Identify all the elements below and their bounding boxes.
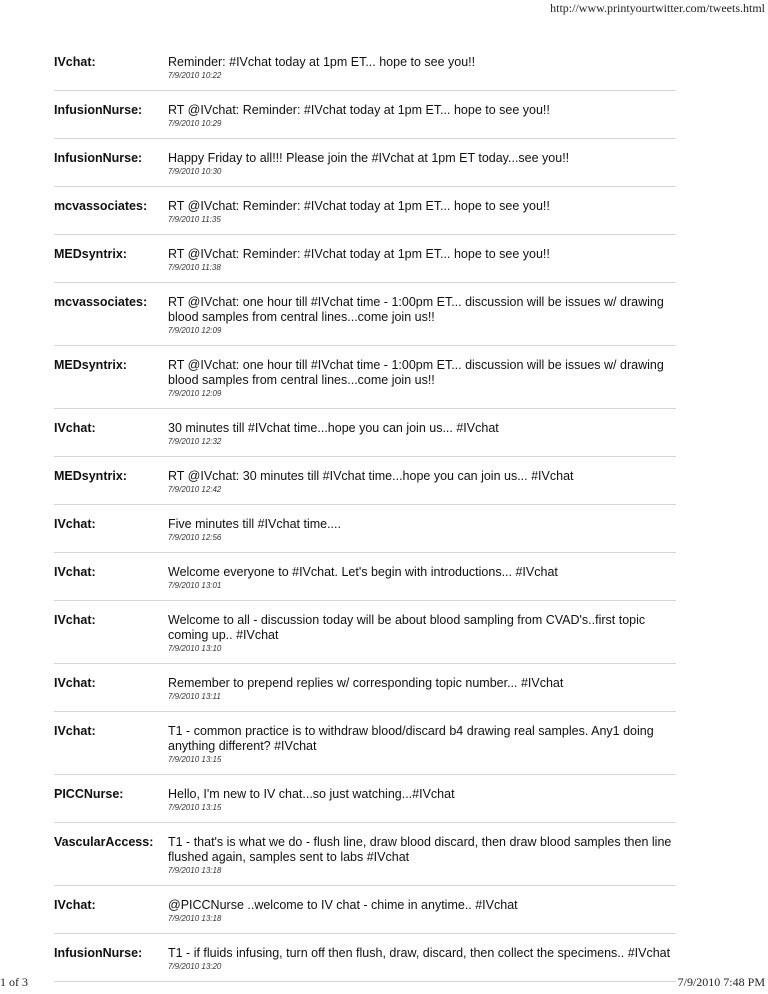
tweet-row [54, 101, 676, 139]
tweet-text: 30 minutes till #IVchat time...hope you can join us... #IVchat [168, 421, 499, 435]
tweet-list [54, 53, 676, 992]
tweet-row [54, 833, 676, 886]
tweet-text: RT @IVchat: one hour till #IVchat time - 1:00pm ET... discussion will be issues w/ drawing blood samples from central lines...come join us!! [168, 358, 664, 387]
tweet-username: IVchat: [54, 724, 96, 738]
tweet-text: Hello, I'm new to IV chat...so just watching...#IVchat [168, 787, 455, 801]
tweet-date: 7/9/2010 13:11 [168, 692, 221, 701]
tweet-date: 7/9/2010 13:18 [168, 914, 222, 923]
tweet-date: 7/9/2010 13:10 [168, 644, 222, 653]
tweet-text: RT @IVchat: Reminder: #IVchat today at 1pm ET... hope to see you!! [168, 247, 550, 261]
tweet-date: 7/9/2010 12:42 [168, 485, 222, 494]
tweet-username: IVchat: [54, 517, 96, 531]
tweet-username: MEDsyntrix: [54, 469, 127, 483]
tweet-date: 7/9/2010 11:38 [168, 263, 221, 272]
page-number: 1 of 3 [0, 975, 28, 989]
tweet-date: 7/9/2010 13:20 [168, 962, 222, 971]
tweet-row [54, 197, 676, 235]
tweet-text: @PICCNurse ..welcome to IV chat - chime in anytime.. #IVchat [168, 898, 518, 912]
tweet-username: InfusionNurse: [54, 103, 143, 117]
tweet-row [54, 293, 676, 346]
tweet-row [54, 515, 676, 553]
tweet-date: 7/9/2010 12:09 [168, 326, 222, 335]
tweet-date: 7/9/2010 13:15 [168, 755, 222, 764]
tweet-username: IVchat: [54, 676, 96, 690]
tweet-username: IVchat: [54, 898, 96, 912]
tweet-row [54, 785, 676, 823]
tweet-date: 7/9/2010 12:56 [168, 533, 222, 542]
tweet-text: Welcome to all - discussion today will be about blood sampling from CVAD's..first topic coming up.. #IVchat [168, 613, 646, 642]
tweet-username: PICCNurse: [54, 787, 124, 801]
tweet-text: Reminder: #IVchat today at 1pm ET... hope to see you!! [168, 55, 476, 69]
tweet-username: InfusionNurse: [54, 151, 143, 165]
tweet-text: RT @IVchat: Reminder: #IVchat today at 1pm ET... hope to see you!! [168, 103, 550, 117]
tweet-text: RT @IVchat: Reminder: #IVchat today at 1pm ET... hope to see you!! [168, 199, 550, 213]
tweet-text: T1 - common practice is to withdraw blood/discard b4 drawing real samples. Any1 doing anything different? #IVchat [168, 724, 654, 753]
tweet-username: mcvassociates: [54, 199, 148, 213]
tweet-date: 7/9/2010 13:15 [168, 803, 222, 812]
tweet-text: T1 - that's is what we do - flush line, draw blood discard, then draw blood samples then line flushed again, samples sent to labs #IVchat [168, 835, 672, 864]
tweet-row [54, 674, 676, 712]
tweet-text: Happy Friday to all!!! Please join the #IVchat at 1pm ET today...see you!! [168, 151, 570, 165]
tweet-date: 7/9/2010 10:22 [168, 71, 222, 80]
tweet-row [54, 53, 676, 91]
tweet-text: Five minutes till #IVchat time.... [168, 517, 341, 531]
tweet-username: IVchat: [54, 565, 96, 579]
tweet-username: VascularAccess: [54, 835, 154, 849]
tweet-text: Remember to prepend replies w/ corresponding topic number... #IVchat [168, 676, 564, 690]
tweet-username: IVchat: [54, 613, 96, 627]
tweet-row [54, 467, 676, 505]
tweet-row [54, 245, 676, 283]
tweet-username: MEDsyntrix: [54, 247, 127, 261]
tweet-text: Welcome everyone to #IVchat. Let's begin with introductions... #IVchat [168, 565, 558, 579]
tweet-date: 7/9/2010 12:32 [168, 437, 222, 446]
tweet-date: 7/9/2010 12:09 [168, 389, 222, 398]
tweet-username: mcvassociates: [54, 295, 148, 309]
tweet-row [54, 356, 676, 409]
tweet-row [54, 944, 676, 982]
tweet-date: 7/9/2010 10:30 [168, 167, 222, 176]
tweet-row [54, 563, 676, 601]
tweet-username: InfusionNurse: [54, 946, 143, 960]
tweet-text: RT @IVchat: 30 minutes till #IVchat time...hope you can join us... #IVchat [168, 469, 574, 483]
tweet-date: 7/9/2010 13:01 [168, 581, 222, 590]
tweet-date: 7/9/2010 13:18 [168, 866, 222, 875]
tweet-row [54, 149, 676, 187]
tweet-text: T1 - if fluids infusing, turn off then flush, draw, discard, then collect the specimens.. #IVchat [168, 946, 671, 960]
tweet-row [54, 611, 676, 664]
tweet-text: RT @IVchat: one hour till #IVchat time - 1:00pm ET... discussion will be issues w/ drawing blood samples from central lines...come join us!! [168, 295, 664, 324]
tweet-row [54, 419, 676, 457]
tweet-row [54, 896, 676, 934]
tweet-username: IVchat: [54, 55, 96, 69]
print-timestamp: 7/9/2010 7:48 PM [677, 975, 765, 989]
tweet-username: MEDsyntrix: [54, 358, 127, 372]
tweet-row [54, 722, 676, 775]
tweet-date: 7/9/2010 11:35 [168, 215, 221, 224]
tweet-username: IVchat: [54, 421, 96, 435]
page-url: http://www.printyourtwitter.com/tweets.html [550, 1, 765, 15]
tweet-date: 7/9/2010 10:29 [168, 119, 222, 128]
